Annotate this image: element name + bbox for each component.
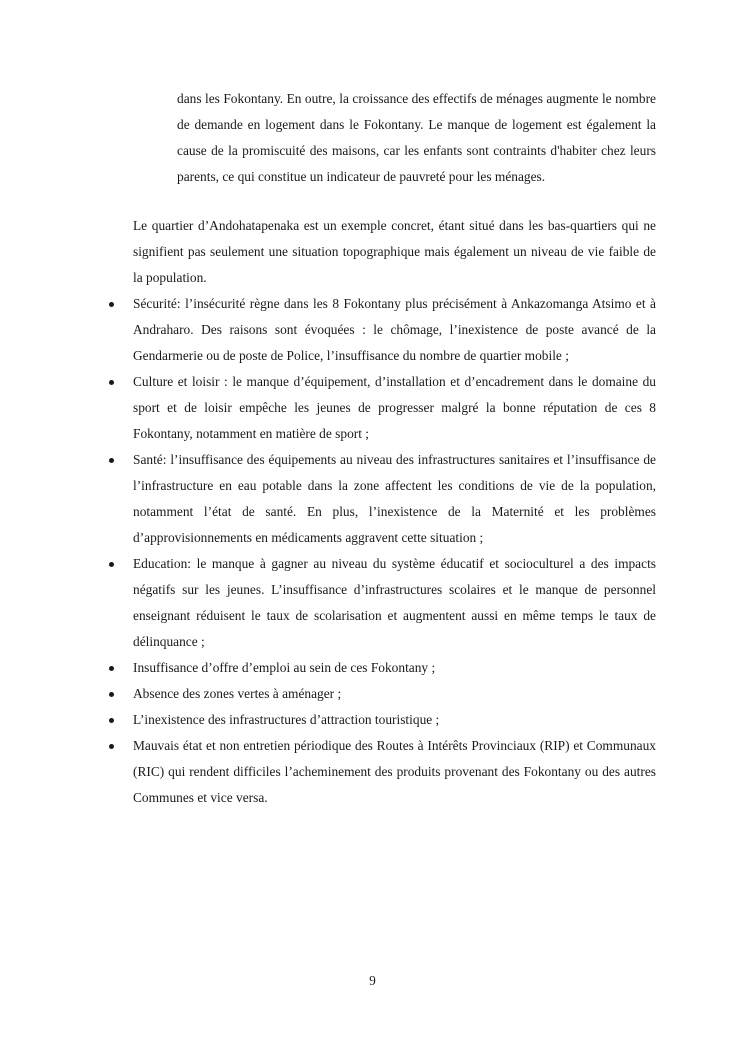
bullet-item-culture [107,369,656,447]
bullet-dot-icon [109,666,114,671]
bullet-item-education [107,551,656,655]
bullet-text: Culture et loisir : le manque d’équipement, d’installation et d’encadrement dans le domaine du sport et de loisir empêche les jeunes de progresser malgré la bonne réputation de ces 8 Fokontany, notamment en matière de sport ; [133,374,656,441]
bullet-dot-icon [109,302,114,307]
quartier-paragraph: Le quartier d’Andohatapenaka est un exemple concret, étant situé dans les bas-quartiers qui ne signifient pas seulement une situation topographique mais également un niveau de vie faible de la population. [133,218,656,285]
bullet-item-emploi [107,655,656,681]
bullet-text: Absence des zones vertes à aménager ; [133,686,342,701]
bullet-text: Education: le manque à gagner au niveau du système éducatif et socioculturel a des impacts négatifs sur les jeunes. L’insuffisance d’infrastructures scolaires et le manque de personnel enseignant réduisent le taux de scolarisation et augmentent aussi en même temps le taux de délinquance ; [133,556,656,649]
bullet-item-sante [107,447,656,551]
bullet-text: L’inexistence des infrastructures d’attraction touristique ; [133,712,440,727]
bullet-dot-icon [109,458,114,463]
bullet-text: Mauvais état et non entretien périodique des Routes à Intérêts Provinciaux (RIP) et Communaux (RIC) qui rendent difficiles l’acheminement des produits provenant des Fokontany ou des autres Communes et vice versa. [133,738,656,805]
bullet-item-zones-vertes [107,681,656,707]
bullet-dot-icon [109,718,114,723]
continuation-paragraph: dans les Fokontany. En outre, la croissance des effectifs de ménages augmente le nombre de demande en logement dans le Fokontany. Le manque de logement est également la cause de la promiscuité des maisons, car les enfants sont contraints d'habiter chez leurs parents, ce qui constitue un indicateur de pauvreté pour les ménages. [177,91,656,184]
problems-bullet-list [107,291,656,811]
bullet-dot-icon [109,380,114,385]
bullet-item-securite [107,291,656,369]
bullet-text: Sécurité: l’insécurité règne dans les 8 Fokontany plus précisément à Ankazomanga Atsimo et à Andraharo. Des raisons sont évoquées : le chômage, l’inexistence de poste avancé de la Gendarmerie ou de poste de Police, l’insuffisance du nombre de quartier mobile ; [133,296,656,363]
bullet-dot-icon [109,744,114,749]
bullet-dot-icon [109,692,114,697]
bullet-dot-icon [109,562,114,567]
bullet-item-routes [107,733,656,811]
bullet-text: Insuffisance d’offre d’emploi au sein de ces Fokontany ; [133,660,436,675]
page-number: 9 [369,973,376,988]
bullet-item-tourisme [107,707,656,733]
bullet-text: Santé: l’insuffisance des équipements au niveau des infrastructures sanitaires et l’insuffisance de l’infrastructure en eau potable dans la zone affectent les conditions de vie de la population, notamment l’état de santé. En plus, l’inexistence de la Maternité et les problèmes d’approvisionnements en médicaments aggravent cette situation ; [133,452,656,545]
